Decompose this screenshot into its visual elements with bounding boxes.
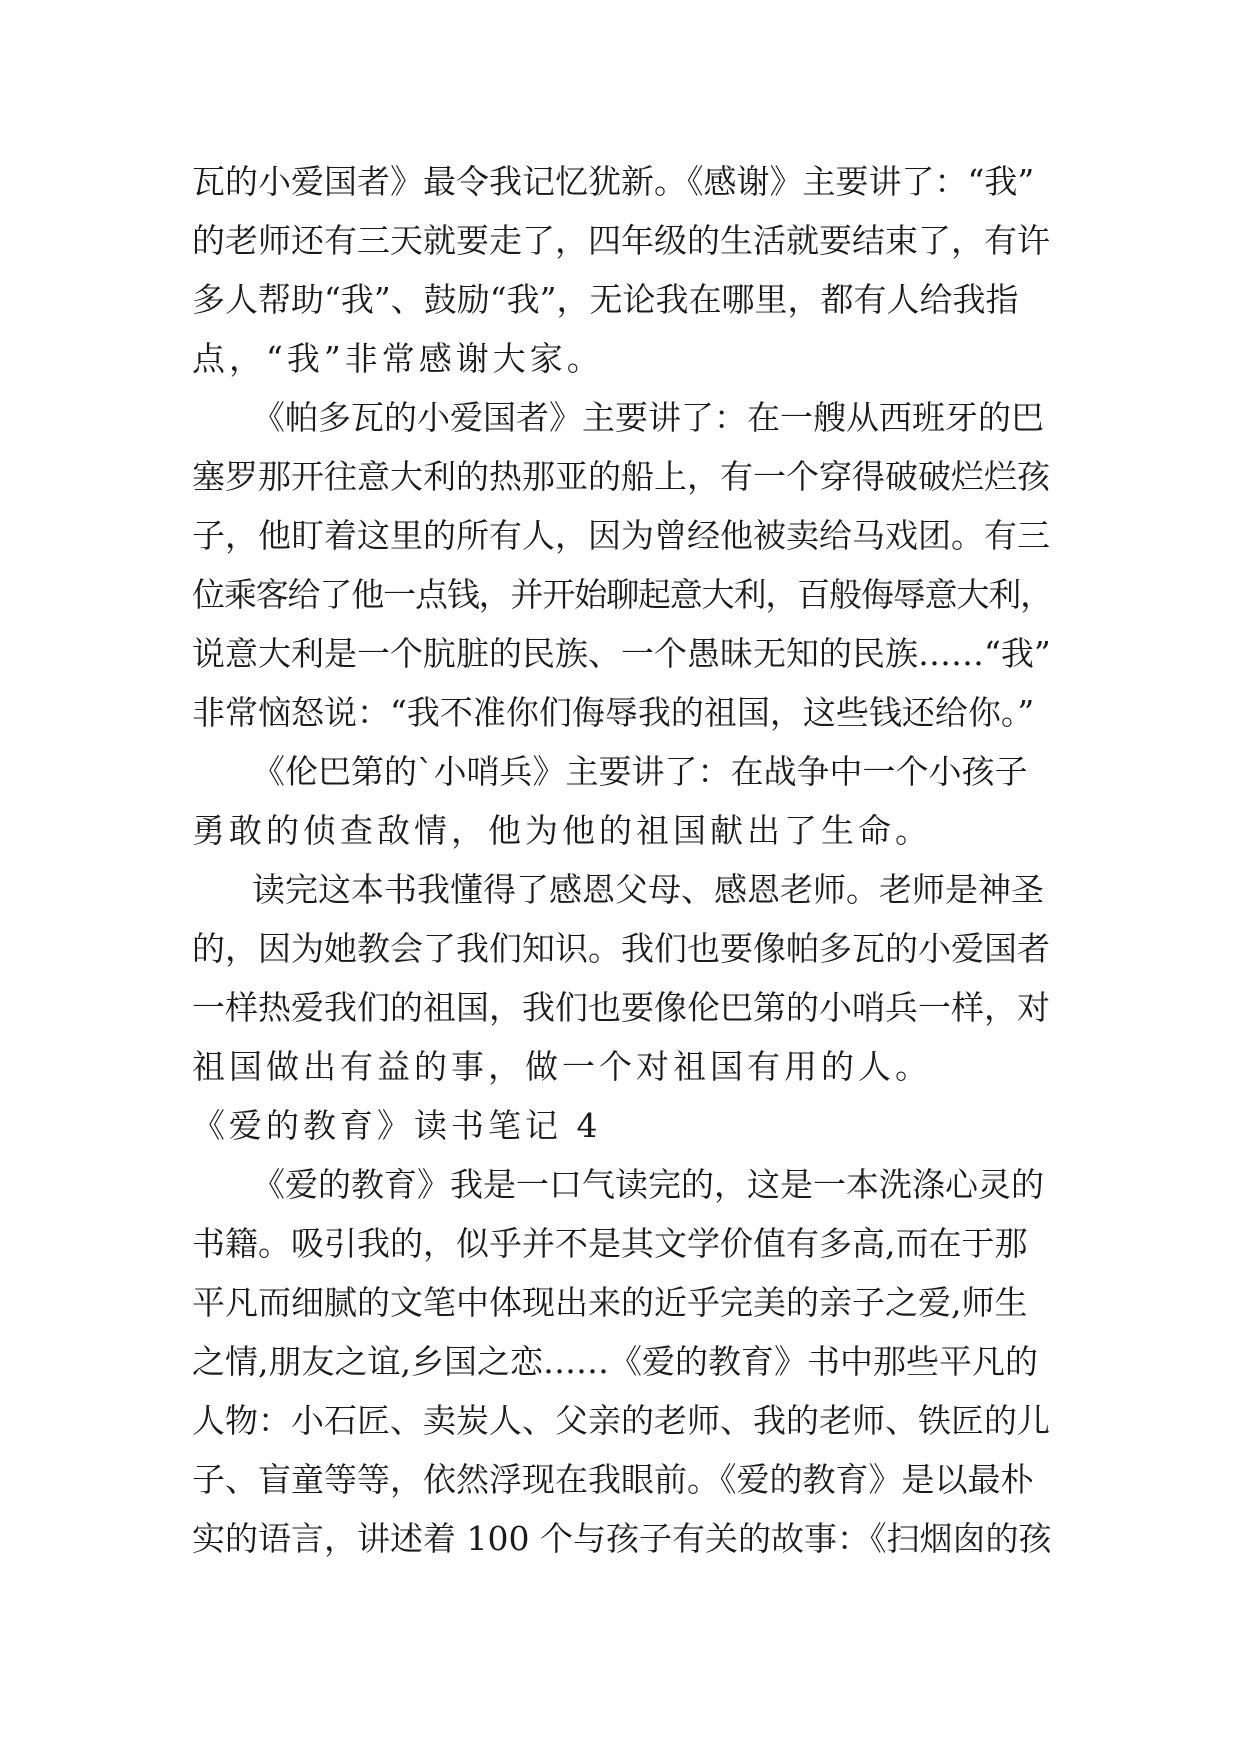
text-line: 瓦的小爱国者》最令我记忆犹新。《感谢》主要讲了：“我” [192, 162, 1035, 201]
text-line: 之情,朋友之谊,乡国之恋……《爱的教育》书中那些平凡的 [192, 1342, 1038, 1381]
text-line: 《帕多瓦的小爱国者》主要讲了：在一艘从西班牙的巴 [252, 398, 1044, 437]
text-line: 《爱的教育》我是一口气读完的，这是一本洗涤心灵的 [252, 1165, 1044, 1204]
text-line: 位乘客给了他一点钱，并开始聊起意大利，百般侮辱意大利， [192, 575, 1052, 614]
text-line: 实的语言，讲述着 100 个与孩子有关的故事：《扫烟囱的孩 [192, 1519, 1052, 1558]
text-line: 非常恼怒说：“我不准你们侮辱我的祖国，这些钱还给你。” [192, 693, 1035, 732]
text-line: 塞罗那开往意大利的热那亚的船上，有一个穿得破破烂烂孩 [192, 457, 1050, 496]
text-line: 勇敢的侦查敌情，他为他的祖国献出了生命。 [192, 811, 932, 850]
text-line: 读完这本书我懂得了感恩父母、感恩老师。老师是神圣 [252, 870, 1044, 909]
text-line: 人物：小石匠、卖炭人、父亲的老师、我的老师、铁匠的儿 [192, 1401, 1050, 1440]
document-body [192, 152, 1052, 1568]
text-line: 的，因为她教会了我们知识。我们也要像帕多瓦的小爱国者 [192, 929, 1050, 968]
section-heading: 《爱的教育》读书笔记 4 [192, 1106, 602, 1145]
text-line: 书籍。吸引我的，似乎并不是其文学价值有多高,而在于那 [192, 1224, 1028, 1263]
text-line: 祖国做出有益的事，做一个对祖国有用的人。 [192, 1047, 932, 1086]
text-line: 的老师还有三天就要走了，四年级的生活就要结束了，有许 [192, 221, 1050, 260]
text-line: 子、盲童等等，依然浮现在我眼前。《爱的教育》是以最朴 [192, 1460, 1034, 1499]
text-line: 说意大利是一个肮脏的民族、一个愚昧无知的民族……“我” [192, 634, 1051, 673]
text-line: 点，“我”非常感谢大家。 [192, 339, 604, 378]
text-line: 多人帮助“我”、鼓励“我”，无论我在哪里，都有人给我指 [192, 280, 1019, 319]
text-line: 《伦巴第的`小哨兵》主要讲了：在战争中一个小孩子 [252, 752, 1028, 791]
text-line: 平凡而细腻的文笔中体现出来的近乎完美的亲子之爱,师生 [192, 1283, 1028, 1322]
text-line: 一样热爱我们的祖国，我们也要像伦巴第的小哨兵一样，对 [192, 988, 1050, 1027]
text-line: 子，他盯着这里的所有人，因为曾经他被卖给马戏团。有三 [192, 516, 1050, 555]
